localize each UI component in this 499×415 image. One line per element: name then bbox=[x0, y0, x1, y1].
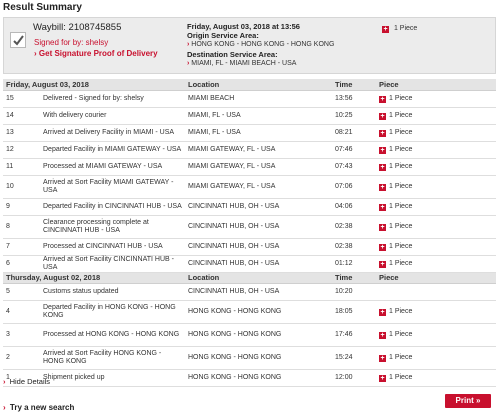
chevron-right-icon: › bbox=[187, 41, 190, 48]
hide-details-link[interactable]: › Hide Details bbox=[3, 377, 51, 386]
table-row bbox=[3, 215, 496, 238]
event-piece[interactable] bbox=[376, 215, 496, 238]
column-header-time: Time bbox=[332, 79, 376, 90]
event-time: 02:38 bbox=[332, 215, 376, 238]
event-number: 2 bbox=[3, 346, 40, 369]
event-description: Shipment picked up bbox=[40, 369, 185, 386]
plus-icon: + bbox=[383, 26, 388, 33]
event-time: 07:46 bbox=[332, 141, 376, 158]
plus-icon: + bbox=[380, 374, 385, 382]
event-piece[interactable] bbox=[376, 369, 496, 386]
piece-label: 1 Piece bbox=[389, 373, 413, 381]
plus-icon: + bbox=[380, 163, 385, 171]
table-row bbox=[3, 369, 496, 386]
event-number: 6 bbox=[3, 255, 40, 272]
event-location: CINCINNATI HUB, OH - USA bbox=[185, 283, 332, 300]
event-description: Processed at CINCINNATI HUB - USA bbox=[40, 238, 185, 255]
piece-label: 1 Piece bbox=[389, 94, 413, 102]
event-piece[interactable] bbox=[376, 300, 496, 323]
table-row bbox=[3, 300, 496, 323]
piece-label: 1 Piece bbox=[389, 307, 413, 315]
event-description: Processed at HONG KONG - HONG KONG bbox=[40, 323, 185, 346]
plus-icon: + bbox=[380, 183, 385, 191]
event-location: MIAMI GATEWAY, FL - USA bbox=[185, 175, 332, 198]
plus-icon: + bbox=[380, 331, 385, 339]
piece-label: 1 Piece bbox=[389, 222, 413, 230]
chevron-right-icon: › bbox=[187, 60, 190, 67]
summary-datetime: Friday, August 03, 2018 at 13:56 bbox=[187, 22, 300, 31]
event-time: 15:24 bbox=[332, 346, 376, 369]
event-number: 1 bbox=[3, 369, 40, 386]
event-number: 15 bbox=[3, 90, 40, 107]
event-time: 08:21 bbox=[332, 124, 376, 141]
plus-icon: + bbox=[380, 129, 385, 137]
table-row bbox=[3, 283, 496, 300]
try-new-search-link[interactable]: › Try a new search bbox=[3, 403, 75, 412]
event-description: Departed Facility in MIAMI GATEWAY - USA bbox=[40, 141, 185, 158]
event-piece[interactable] bbox=[376, 90, 496, 107]
column-header-location: Location bbox=[185, 272, 332, 283]
double-chevron-right-icon: » bbox=[476, 396, 481, 405]
piece-label: 1 Piece bbox=[389, 259, 413, 267]
plus-icon: + bbox=[380, 354, 385, 362]
event-piece[interactable] bbox=[376, 107, 496, 124]
plus-icon: + bbox=[380, 146, 385, 154]
event-piece[interactable] bbox=[376, 255, 496, 272]
event-description: Arrived at Delivery Facility in MIAMI - USA bbox=[40, 124, 185, 141]
origin-value: › HONG KONG - HONG KONG - HONG KONG bbox=[187, 41, 335, 48]
plus-icon: + bbox=[380, 112, 385, 120]
group-date: Thursday, August 02, 2018 bbox=[3, 272, 185, 283]
event-description: Customs status updated bbox=[40, 283, 185, 300]
table-row bbox=[3, 198, 496, 215]
table-row bbox=[3, 158, 496, 175]
event-number: 12 bbox=[3, 141, 40, 158]
event-piece[interactable] bbox=[376, 323, 496, 346]
event-piece[interactable] bbox=[376, 175, 496, 198]
piece-label: 1 Piece bbox=[389, 145, 413, 153]
event-description: Arrived at Sort Facility HONG KONG - HONG KONG bbox=[40, 346, 185, 369]
event-location: CINCINNATI HUB, OH - USA bbox=[185, 238, 332, 255]
piece-label: 1 Piece bbox=[389, 182, 413, 190]
event-description: Processed at MIAMI GATEWAY - USA bbox=[40, 158, 185, 175]
event-description: With delivery courier bbox=[40, 107, 185, 124]
event-location: HONG KONG - HONG KONG bbox=[185, 300, 332, 323]
print-button[interactable]: Print » bbox=[445, 394, 491, 408]
table-row bbox=[3, 346, 496, 369]
event-time: 18:05 bbox=[332, 300, 376, 323]
chevron-right-icon: › bbox=[34, 49, 37, 58]
event-piece bbox=[376, 283, 496, 300]
piece-label: 1 Piece bbox=[389, 128, 413, 136]
event-location: CINCINNATI HUB, OH - USA bbox=[185, 198, 332, 215]
page-title: Result Summary bbox=[3, 2, 82, 13]
event-number: 8 bbox=[3, 215, 40, 238]
signed-for-text: Signed for by: shelsy bbox=[34, 38, 109, 47]
column-header-location: Location bbox=[185, 79, 332, 90]
table-row bbox=[3, 141, 496, 158]
event-time: 10:20 bbox=[332, 283, 376, 300]
event-description: Clearance processing complete at CINCINNATI HUB - USA bbox=[40, 215, 185, 238]
event-time: 01:12 bbox=[332, 255, 376, 272]
chevron-right-icon: › bbox=[3, 403, 6, 412]
piece-label: 1 Piece bbox=[389, 111, 413, 119]
piece-label: 1 Piece bbox=[389, 202, 413, 210]
event-location: MIAMI GATEWAY, FL - USA bbox=[185, 141, 332, 158]
event-time: 13:56 bbox=[332, 90, 376, 107]
event-location: HONG KONG - HONG KONG bbox=[185, 346, 332, 369]
column-header-time: Time bbox=[332, 272, 376, 283]
event-description: Arrived at Sort Facility CINCINNATI HUB - USA bbox=[40, 255, 185, 272]
event-time: 02:38 bbox=[332, 238, 376, 255]
event-number: 7 bbox=[3, 238, 40, 255]
summary-piece-toggle[interactable]: + 1 Piece bbox=[383, 25, 418, 33]
event-number: 13 bbox=[3, 124, 40, 141]
event-number: 14 bbox=[3, 107, 40, 124]
waybill-number: Waybill: 2108745855 bbox=[33, 22, 122, 33]
event-location: MIAMI BEACH bbox=[185, 90, 332, 107]
event-time: 12:00 bbox=[332, 369, 376, 386]
event-description: Departed Facility in CINCINNATI HUB - USA bbox=[40, 198, 185, 215]
event-number: 5 bbox=[3, 283, 40, 300]
plus-icon: + bbox=[380, 95, 385, 103]
table-row bbox=[3, 323, 496, 346]
table-row bbox=[3, 107, 496, 124]
table-row bbox=[3, 255, 496, 272]
event-location: HONG KONG - HONG KONG bbox=[185, 369, 332, 386]
event-location: CINCINNATI HUB, OH - USA bbox=[185, 215, 332, 238]
event-piece[interactable] bbox=[376, 346, 496, 369]
event-time: 07:43 bbox=[332, 158, 376, 175]
event-location: MIAMI, FL - USA bbox=[185, 124, 332, 141]
plus-icon: + bbox=[380, 308, 385, 316]
event-piece[interactable] bbox=[376, 158, 496, 175]
signature-proof-link[interactable]: › Get Signature Proof of Delivery bbox=[34, 49, 158, 58]
event-description: Delivered - Signed for by: shelsy bbox=[40, 90, 185, 107]
destination-value: › MIAMI, FL - MIAMI BEACH - USA bbox=[187, 60, 297, 67]
piece-label: 1 Piece bbox=[389, 353, 413, 361]
piece-label: 1 Piece bbox=[389, 162, 413, 170]
plus-icon: + bbox=[380, 243, 385, 251]
event-location: HONG KONG - HONG KONG bbox=[185, 323, 332, 346]
event-number: 4 bbox=[3, 300, 40, 323]
plus-icon: + bbox=[380, 203, 385, 211]
table-row bbox=[3, 175, 496, 198]
event-location: CINCINNATI HUB, OH - USA bbox=[185, 255, 332, 272]
column-header-piece: Piece bbox=[376, 272, 496, 283]
event-piece[interactable] bbox=[376, 124, 496, 141]
destination-label: Destination Service Area: bbox=[187, 50, 278, 59]
event-piece[interactable] bbox=[376, 198, 496, 215]
piece-label: 1 Piece bbox=[389, 242, 413, 250]
event-number: 3 bbox=[3, 323, 40, 346]
chevron-right-icon: › bbox=[3, 377, 6, 386]
table-row bbox=[3, 124, 496, 141]
group-date: Friday, August 03, 2018 bbox=[3, 79, 185, 90]
event-number: 11 bbox=[3, 158, 40, 175]
event-location: MIAMI GATEWAY, FL - USA bbox=[185, 158, 332, 175]
table-row bbox=[3, 238, 496, 255]
event-piece[interactable] bbox=[376, 238, 496, 255]
event-time: 07:06 bbox=[332, 175, 376, 198]
plus-icon: + bbox=[380, 223, 385, 231]
event-location: MIAMI, FL - USA bbox=[185, 107, 332, 124]
event-time: 10:25 bbox=[332, 107, 376, 124]
event-number: 10 bbox=[3, 175, 40, 198]
origin-label: Origin Service Area: bbox=[187, 31, 259, 40]
event-time: 04:06 bbox=[332, 198, 376, 215]
column-header-piece: Piece bbox=[376, 79, 496, 90]
tracking-events-table bbox=[3, 79, 496, 387]
shipment-summary bbox=[3, 17, 496, 74]
delivered-check-icon bbox=[10, 32, 26, 48]
event-time: 17:46 bbox=[332, 323, 376, 346]
event-piece[interactable] bbox=[376, 141, 496, 158]
event-description: Departed Facility in HONG KONG - HONG KONG bbox=[40, 300, 185, 323]
event-description: Arrived at Sort Facility MIAMI GATEWAY - USA bbox=[40, 175, 185, 198]
date-group-header bbox=[3, 79, 496, 90]
event-number: 9 bbox=[3, 198, 40, 215]
plus-icon: + bbox=[380, 260, 385, 268]
date-group-header bbox=[3, 272, 496, 283]
piece-label: 1 Piece bbox=[389, 330, 413, 338]
table-row bbox=[3, 90, 496, 107]
